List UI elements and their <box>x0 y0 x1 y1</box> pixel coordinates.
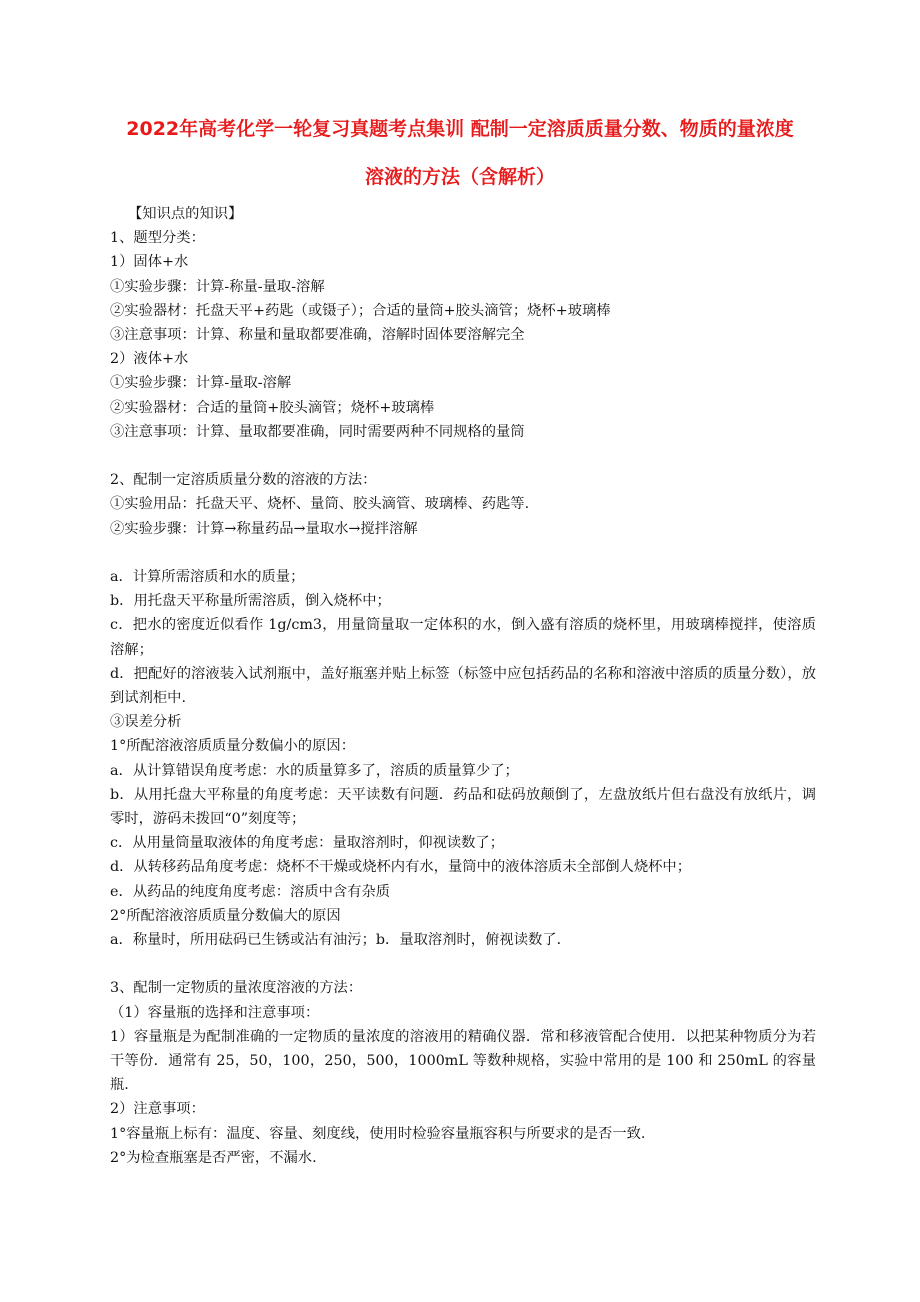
s3-subsection-1: （1）容量瓶的选择和注意事项： <box>110 1004 320 1021</box>
spacer <box>110 952 816 976</box>
title-line-2: 溶液的方法（含解析） <box>364 166 555 188</box>
s2-low-a: a．从计算错误角度考虑：水的质量算多了，溶质的质量算少了； <box>110 762 519 779</box>
s2-supplies: ①实验用品：托盘天平、烧杯、量筒、胶头滴管、玻璃棒、药匙等. <box>110 496 530 513</box>
s2-step-c: c．把水的密度近似看作 1g/cm3，用量筒量取一定体积的水，倒入盛有溶质的烧杯里，用玻璃棒搅拌，使溶质溶解； <box>110 617 816 658</box>
s2-low-title: 1°所配溶液溶质质量分数偏小的原因： <box>110 738 355 755</box>
s1-part2-notes: ③注意事项：计算、量取都要准确，同时需要两种不同规格的量筒 <box>110 423 525 440</box>
section-2-title: 2、配制一定溶质质量分数的溶液的方法： <box>110 472 377 489</box>
s3-notes-title: 2）注意事项： <box>110 1101 205 1118</box>
s2-error-title: ③误差分析 <box>110 714 182 731</box>
section-heading: 【知识点的知识】 <box>128 206 243 222</box>
section-3-title: 3、配制一定物质的量浓度溶液的方法： <box>110 980 363 997</box>
title-line-1: 2022年高考化学一轮复习真题考点集训 配制一定溶质质量分数、物质的量浓度 <box>126 118 794 140</box>
s2-steps: ②实验步骤：计算→称量药品→量取水→搅拌溶解 <box>110 520 418 537</box>
document-title <box>100 116 820 191</box>
s1-part1-equipment: ②实验器材：托盘天平+药匙（或镊子）；合适的量筒+胶头滴管；烧杯+玻璃棒 <box>110 302 611 319</box>
section-1-title: 1、题型分类： <box>110 230 205 247</box>
s2-low-d: d．从转移药品角度考虑：烧杯不干燥或烧杯内有水，量筒中的液体溶质未全部倒人烧杯中； <box>110 859 692 876</box>
s1-part2-equipment: ②实验器材：合适的量筒+胶头滴管；烧杯+玻璃棒 <box>110 399 435 416</box>
s1-part2-title: 2）液体+水 <box>110 351 189 368</box>
s2-low-e: e．从药品的纯度角度考虑：溶质中含有杂质 <box>110 883 391 900</box>
s1-part1-notes: ③注意事项：计算、称量和量取都要准确，溶解时固体要溶解完全 <box>110 327 525 344</box>
s2-high-title: 2°所配溶液溶质质量分数偏大的原因 <box>110 907 341 924</box>
s1-part2-steps: ①实验步骤：计算-量取-溶解 <box>110 375 292 392</box>
spacer <box>110 444 816 468</box>
s1-part1-title: 1）固体+水 <box>110 254 189 271</box>
s2-step-d: d．把配好的溶液装入试剂瓶中，盖好瓶塞并贴上标签（标签中应包括药品的名称和溶液中溶质的质量分数），放到试剂柜中. <box>110 665 816 707</box>
s2-step-b: b．用托盘天平称量所需溶质，倒入烧杯中； <box>110 593 391 610</box>
s2-low-b: b．从用托盘大平称量的角度考虑：天平读数有问题．药品和砝码放颠倒了，左盘放纸片但右盘没有放纸片，调零时，游码未拨回“0”刻度等； <box>110 786 816 828</box>
document-body <box>110 202 816 1170</box>
s3-note-1: 1°容量瓶上标有：温度、容量、刻度线，使用时检验容量瓶容积与所要求的是否一致. <box>110 1125 646 1142</box>
s2-high-a: a．称量时，所用砝码已生锈或沾有油污；b．量取溶剂时，俯视读数了． <box>110 932 571 949</box>
s2-low-c: c．从用量筒量取液体的角度考虑：量取溶剂时，仰视读数了； <box>110 835 505 852</box>
s3-note-2: 2°为检查瓶塞是否严密，不漏水. <box>110 1149 317 1166</box>
s3-paragraph-1: 1）容量瓶是为配制准确的一定物质的量浓度的溶液用的精确仪器．常和移液管配合使用．以把某种物质分为若干等份．通常有 25，50，100，250，500，1000mL 等数种规格，实验中常用的是 100 和 250mL 的容量瓶. <box>110 1028 816 1094</box>
s1-part1-steps: ①实验步骤：计算-称量-量取-溶解 <box>110 278 325 295</box>
s2-step-a: a．计算所需溶质和水的质量； <box>110 569 305 586</box>
spacer <box>110 541 816 565</box>
